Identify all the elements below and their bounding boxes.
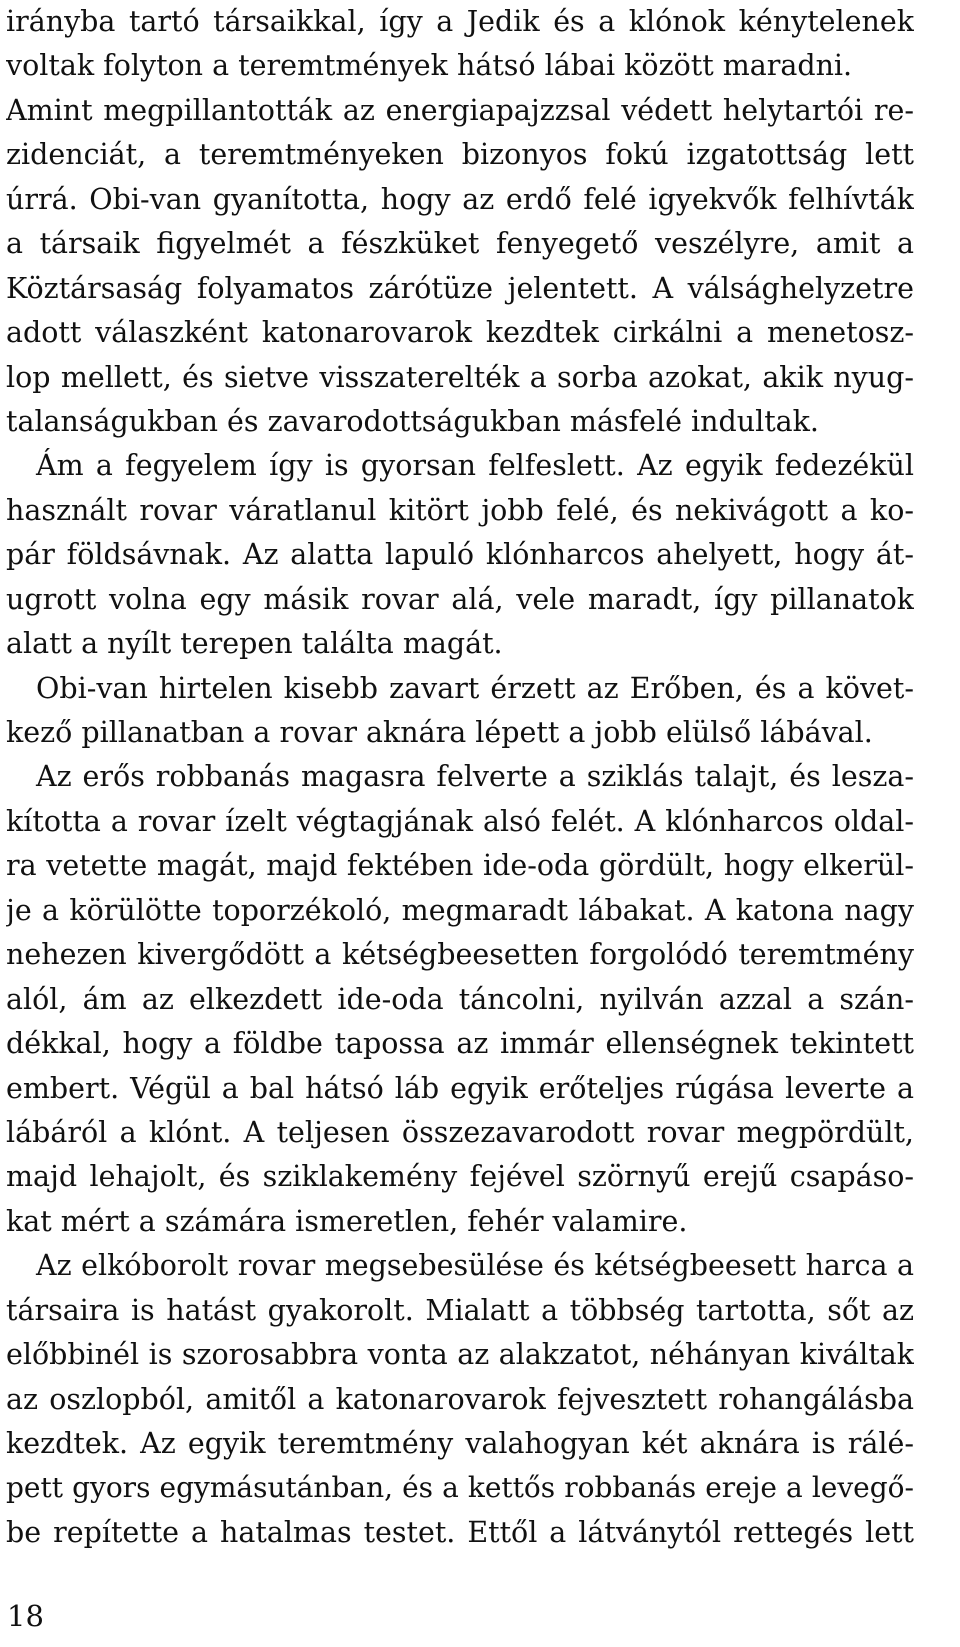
text-line: Az erős robbanás magasra felverte a sziklás talajt, és lesza- (36, 760, 914, 794)
text-line: kezdtek. Az egyik teremtmény valahogyan két aknára is rálé- (6, 1427, 914, 1460)
text-line: alól, ám az elkezdett ide-oda táncolni, nyilván azzal a szán- (6, 982, 914, 1016)
body-text (6, 0, 914, 1555)
text-line: voltak folyton a teremtmények hátsó lábai között maradni. (6, 49, 853, 83)
text-line: talanságukban és zavarodottságukban másfelé indultak. (6, 404, 819, 438)
text-line: be repítette a hatalmas testet. Ettől a látványtól rettegés lett (6, 1515, 914, 1549)
text-line: ra vetette magát, majd fektében ide-oda gördült, hogy elkerül- (6, 849, 914, 883)
text-line: zidenciát, a teremtményeken bizonyos fokú izgatottság lett (6, 138, 914, 172)
text-line: irányba tartó társaikkal, így a Jedik és a klónok kénytelenek (6, 5, 914, 38)
text-line: kező pillanatban a rovar aknára lépett a jobb elülső lábával. (6, 716, 873, 749)
text-line: az oszlopból, amitől a katonarovarok fejvesztett rohangálásba (6, 1382, 914, 1416)
text-line: ugrott volna egy másik rovar alá, vele maradt, így pillanatok (6, 582, 914, 616)
text-line: Köztársaság folyamatos zárótüze jelentett. A válsághelyzetre (6, 271, 914, 305)
text-line: úrrá. Obi-van gyanította, hogy az erdő felé igyekvők felhívták (6, 182, 914, 216)
text-line: embert. Végül a bal hátsó láb egyik erőteljes rúgása leverte a (6, 1071, 914, 1105)
text-line: nehezen kivergődött a kétségbeesetten forgolódó teremtmény (6, 938, 914, 972)
text-line: Obi-van hirtelen kisebb zavart érzett az Erőben, és a követ- (36, 671, 914, 705)
text-line: Amint megpillantották az energiapajzzsal védett helytartói re- (6, 93, 914, 127)
text-line: alatt a nyílt terepen találta magát. (6, 627, 503, 661)
text-line: lop mellett, és sietve visszaterelték a sorba azokat, akik nyug- (6, 360, 914, 394)
text-line: dékkal, hogy a földbe tapossa az immár ellenségnek tekintett (6, 1027, 914, 1061)
text-line: használt rovar váratlanul kitört jobb felé, és nekivágott a ko- (6, 493, 914, 527)
text-line: pár földsávnak. Az alatta lapuló klónharcos ahelyett, hogy át- (6, 538, 914, 572)
text-line: je a körülötte toporzékoló, megmaradt lábakat. A katona nagy (6, 893, 914, 927)
text-line: kította a rovar ízelt végtagjának alsó felét. A klónharcos oldal- (6, 804, 914, 838)
text-line: társaira is hatást gyakorolt. Mialatt a többség tartotta, sőt az (6, 1293, 914, 1327)
text-line: lábáról a klónt. A teljesen összezavarodott rovar megpördült, (6, 1115, 914, 1149)
text-line: pett gyors egymásutánban, és a kettős robbanás ereje a levegő- (6, 1471, 914, 1505)
text-line: majd lehajolt, és sziklakemény fejével szörnyű erejű csapáso- (6, 1160, 914, 1194)
text-line: Ám a fegyelem így is gyorsan felfeslett. Az egyik fedezékül (36, 449, 914, 483)
page-number: 18 (7, 1599, 44, 1633)
text-line: adott válaszként katonarovarok kezdtek cirkálni a menetosz- (6, 316, 914, 350)
text-line: kat mért a számára ismeretlen, fehér valamire. (6, 1204, 688, 1238)
text-line: a társaik figyelmét a fészküket fenyegető veszélyre, amit a (6, 227, 914, 261)
text-line: Az elkóborolt rovar megsebesülése és kétségbeesett harca a (36, 1249, 914, 1283)
text-line: előbbinél is szorosabbra vonta az alakzatot, néhányan kiváltak (6, 1338, 914, 1372)
